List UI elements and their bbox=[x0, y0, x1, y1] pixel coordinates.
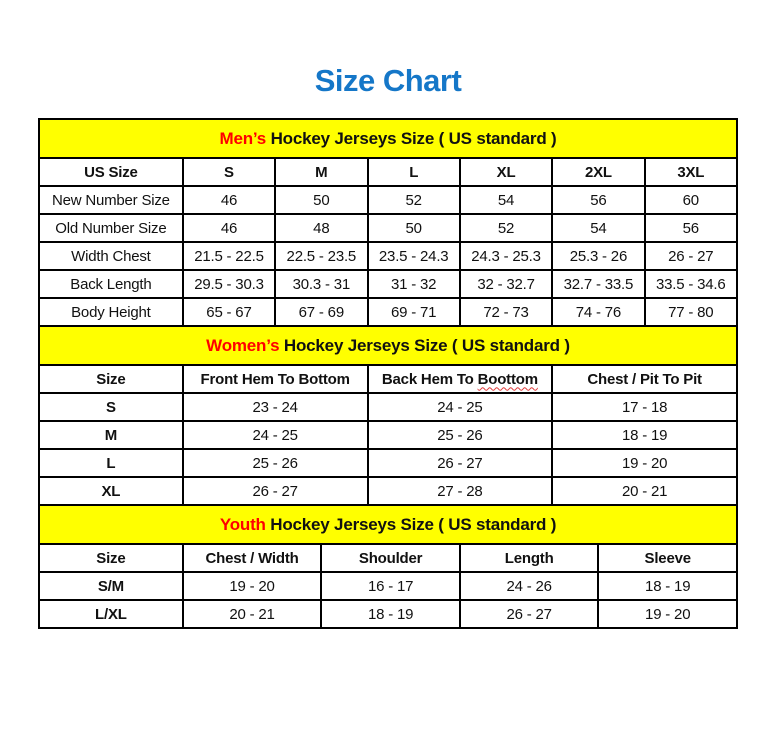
row-label: New Number Size bbox=[39, 186, 183, 214]
section-title bbox=[39, 326, 737, 365]
table-cell: 69 - 71 bbox=[368, 298, 460, 326]
table-cell: 46 bbox=[183, 214, 275, 242]
womens-section-header-row bbox=[39, 326, 737, 365]
table-cell: 20 - 21 bbox=[552, 477, 737, 505]
size-chart-page bbox=[0, 60, 776, 629]
column-header: Size bbox=[39, 365, 183, 393]
table-cell: 24 - 25 bbox=[368, 393, 553, 421]
column-header-row bbox=[39, 158, 737, 186]
table-cell: 21.5 - 22.5 bbox=[183, 242, 275, 270]
table-cell: 65 - 67 bbox=[183, 298, 275, 326]
column-header: 2XL bbox=[552, 158, 644, 186]
table-cell: 27 - 28 bbox=[368, 477, 553, 505]
column-header: Size bbox=[39, 544, 183, 572]
table-cell: 30.3 - 31 bbox=[275, 270, 367, 298]
row-label: L/XL bbox=[39, 600, 183, 628]
row-label: XL bbox=[39, 477, 183, 505]
table-row bbox=[39, 214, 737, 242]
table-row bbox=[39, 186, 737, 214]
column-header: 3XL bbox=[645, 158, 737, 186]
table-cell: 22.5 - 23.5 bbox=[275, 242, 367, 270]
table-cell: 25 - 26 bbox=[368, 421, 553, 449]
row-label: Back Length bbox=[39, 270, 183, 298]
table-cell: 24.3 - 25.3 bbox=[460, 242, 552, 270]
spellcheck-underlined-word: Boottom bbox=[477, 370, 538, 388]
size-tables-container bbox=[38, 118, 738, 629]
table-row bbox=[39, 600, 737, 628]
table-cell: 18 - 19 bbox=[552, 421, 737, 449]
column-header-row bbox=[39, 365, 737, 393]
mens-size-table bbox=[38, 118, 738, 327]
column-header: Length bbox=[460, 544, 599, 572]
table-cell: 16 - 17 bbox=[321, 572, 460, 600]
table-cell: 26 - 27 bbox=[183, 477, 368, 505]
table-cell: 19 - 20 bbox=[183, 572, 322, 600]
row-label: S bbox=[39, 393, 183, 421]
section-title bbox=[39, 505, 737, 544]
table-cell: 72 - 73 bbox=[460, 298, 552, 326]
column-header: M bbox=[275, 158, 367, 186]
column-header: US Size bbox=[39, 158, 183, 186]
section-title-highlight: Youth bbox=[219, 514, 266, 534]
table-cell: 32.7 - 33.5 bbox=[552, 270, 644, 298]
table-row bbox=[39, 242, 737, 270]
column-header: L bbox=[368, 158, 460, 186]
table-cell: 32 - 32.7 bbox=[460, 270, 552, 298]
column-header: XL bbox=[460, 158, 552, 186]
table-cell: 31 - 32 bbox=[368, 270, 460, 298]
table-cell: 20 - 21 bbox=[183, 600, 322, 628]
section-title-rest: Hockey Jerseys Size ( US standard ) bbox=[265, 514, 557, 534]
table-cell: 54 bbox=[460, 186, 552, 214]
table-row bbox=[39, 393, 737, 421]
table-cell: 48 bbox=[275, 214, 367, 242]
row-label: L bbox=[39, 449, 183, 477]
page-title: Size Chart bbox=[314, 63, 462, 98]
table-cell: 56 bbox=[645, 214, 737, 242]
table-cell: 23.5 - 24.3 bbox=[368, 242, 460, 270]
table-cell: 26 - 27 bbox=[460, 600, 599, 628]
youth-section-header-row bbox=[39, 505, 737, 544]
table-cell: 67 - 69 bbox=[275, 298, 367, 326]
table-row bbox=[39, 449, 737, 477]
table-cell: 18 - 19 bbox=[598, 572, 737, 600]
column-header-row bbox=[39, 544, 737, 572]
section-title-rest: Hockey Jerseys Size ( US standard ) bbox=[266, 128, 557, 148]
table-cell: 19 - 20 bbox=[598, 600, 737, 628]
column-header: Shoulder bbox=[321, 544, 460, 572]
table-cell: 17 - 18 bbox=[552, 393, 737, 421]
table-cell: 24 - 25 bbox=[183, 421, 368, 449]
table-cell: 29.5 - 30.3 bbox=[183, 270, 275, 298]
column-header: Back Hem To Boottom bbox=[368, 365, 553, 393]
table-row bbox=[39, 572, 737, 600]
row-label: S/M bbox=[39, 572, 183, 600]
mens-section-header-row bbox=[39, 119, 737, 158]
table-cell: 19 - 20 bbox=[552, 449, 737, 477]
youth-size-table bbox=[38, 504, 738, 629]
section-title bbox=[39, 119, 737, 158]
table-row bbox=[39, 421, 737, 449]
table-cell: 26 - 27 bbox=[368, 449, 553, 477]
row-label: M bbox=[39, 421, 183, 449]
section-title-highlight: Women’s bbox=[206, 335, 280, 355]
table-cell: 52 bbox=[460, 214, 552, 242]
table-cell: 25.3 - 26 bbox=[552, 242, 644, 270]
table-cell: 46 bbox=[183, 186, 275, 214]
table-cell: 50 bbox=[275, 186, 367, 214]
table-cell: 60 bbox=[645, 186, 737, 214]
table-cell: 56 bbox=[552, 186, 644, 214]
table-cell: 23 - 24 bbox=[183, 393, 368, 421]
table-cell: 52 bbox=[368, 186, 460, 214]
table-cell: 50 bbox=[368, 214, 460, 242]
column-header: Chest / Width bbox=[183, 544, 322, 572]
column-header: Sleeve bbox=[598, 544, 737, 572]
womens-size-table bbox=[38, 325, 738, 506]
table-cell: 74 - 76 bbox=[552, 298, 644, 326]
section-title-highlight: Men’s bbox=[219, 128, 267, 148]
table-cell: 54 bbox=[552, 214, 644, 242]
column-header: S bbox=[183, 158, 275, 186]
table-row bbox=[39, 298, 737, 326]
table-row bbox=[39, 270, 737, 298]
section-title-rest: Hockey Jerseys Size ( US standard ) bbox=[279, 335, 570, 355]
table-cell: 26 - 27 bbox=[645, 242, 737, 270]
table-cell: 77 - 80 bbox=[645, 298, 737, 326]
table-cell: 18 - 19 bbox=[321, 600, 460, 628]
column-header: Front Hem To Bottom bbox=[183, 365, 368, 393]
table-cell: 33.5 - 34.6 bbox=[645, 270, 737, 298]
table-row bbox=[39, 477, 737, 505]
row-label: Body Height bbox=[39, 298, 183, 326]
row-label: Width Chest bbox=[39, 242, 183, 270]
table-cell: 25 - 26 bbox=[183, 449, 368, 477]
column-header: Chest / Pit To Pit bbox=[552, 365, 737, 393]
table-cell: 24 - 26 bbox=[460, 572, 599, 600]
row-label: Old Number Size bbox=[39, 214, 183, 242]
